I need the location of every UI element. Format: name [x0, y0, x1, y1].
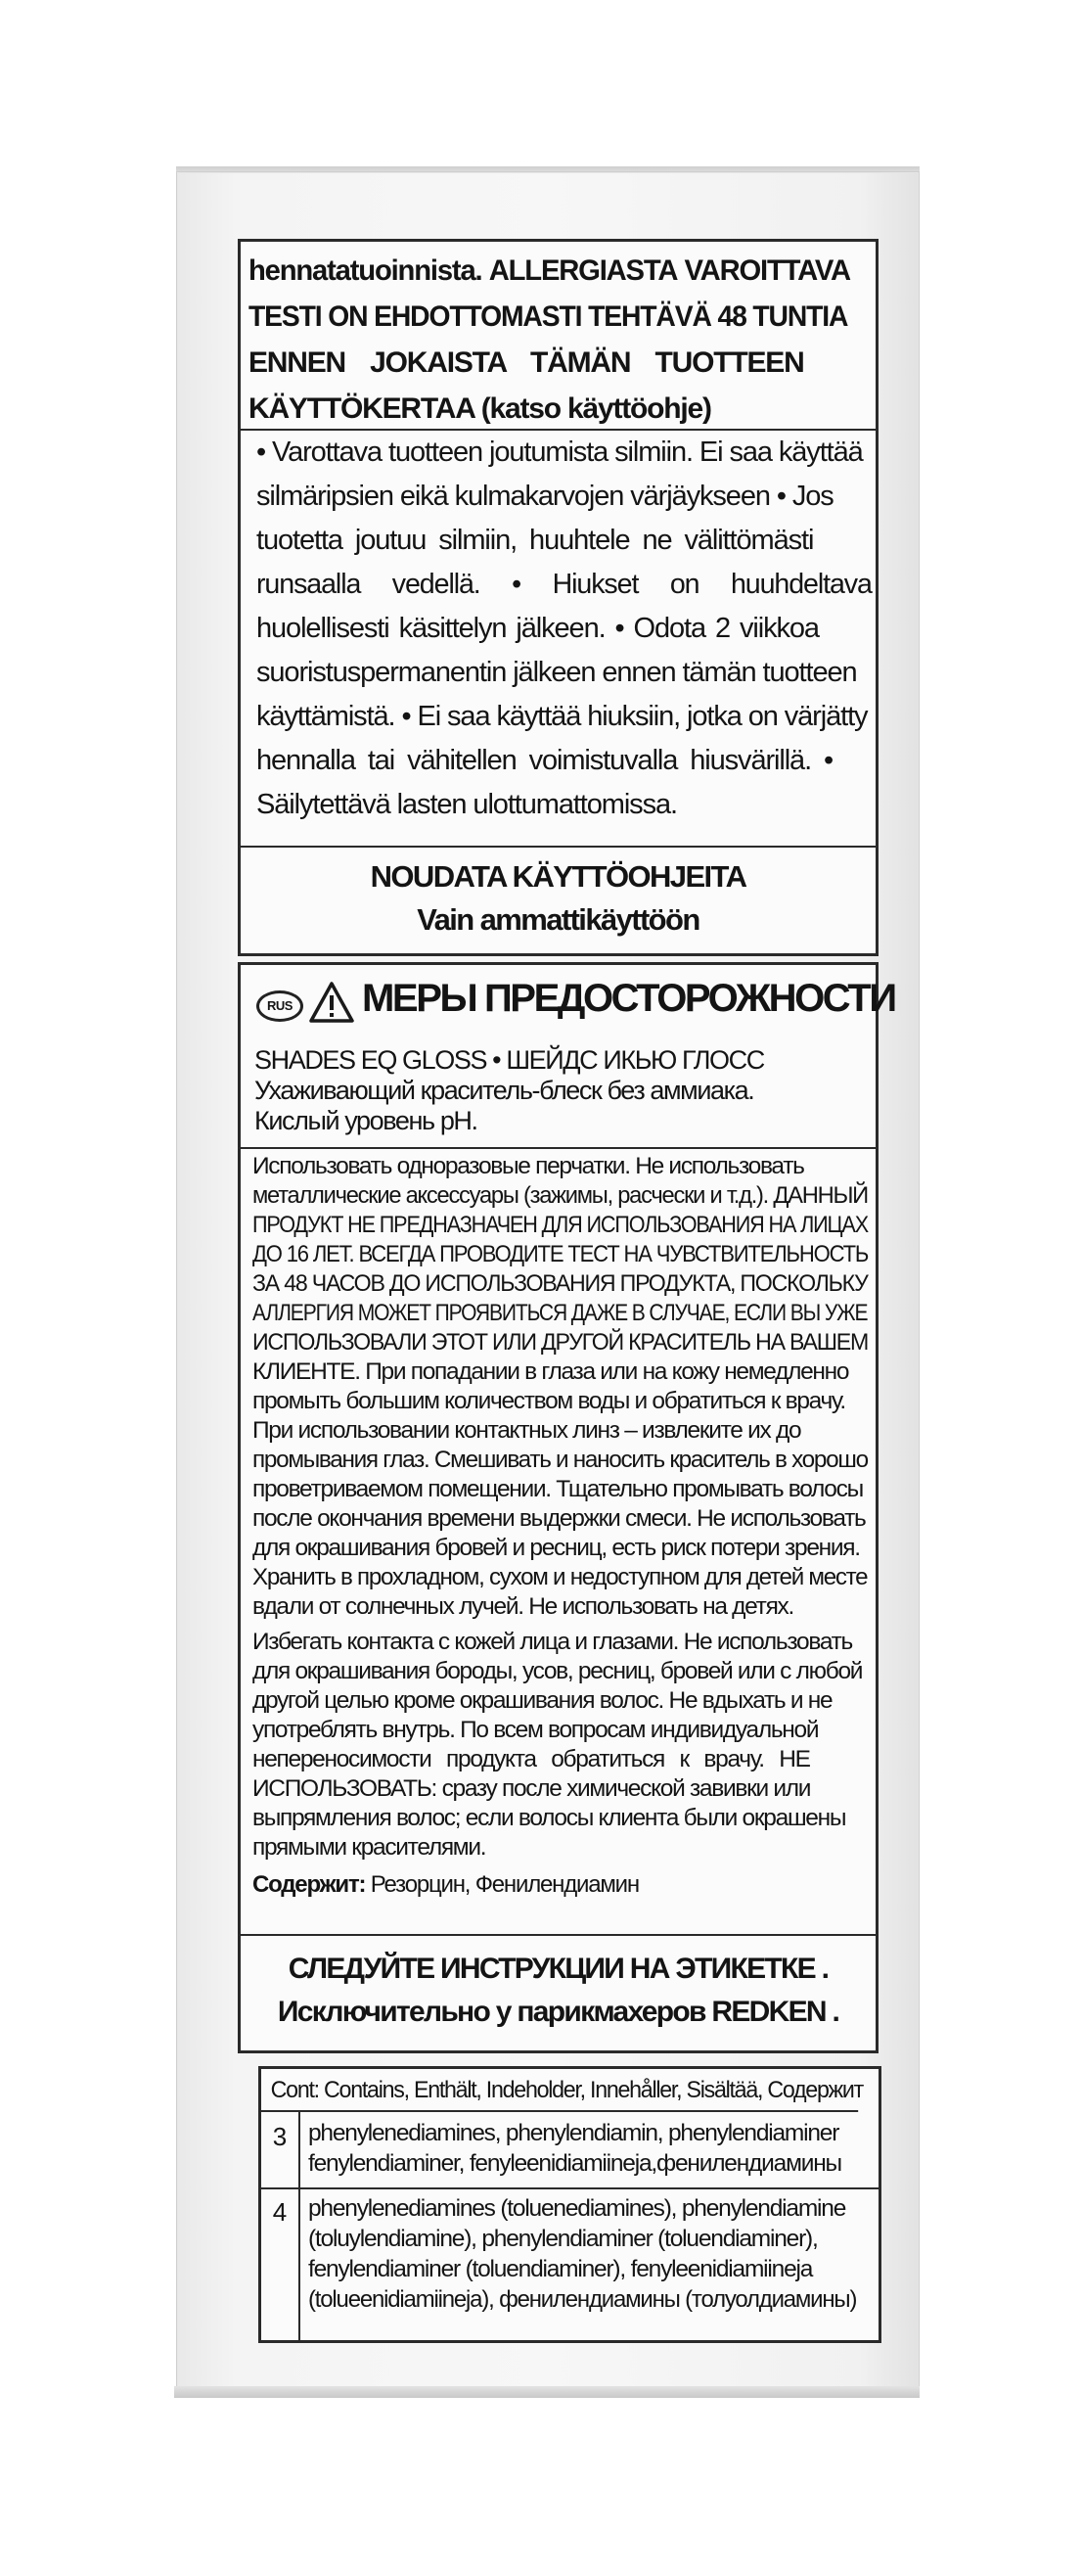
russian-body-line: Хранить в прохладном, сухом и недоступном для детей месте — [252, 1564, 868, 1590]
russian-usage-notice — [241, 1934, 876, 2051]
finnish-caps-line: KÄYTTÖKERTAA (katso käyttöohje) — [248, 392, 711, 425]
russian-body-line: прямыми красителями. — [252, 1834, 486, 1861]
russian-intro-line: Кислый уровень pH. — [254, 1106, 477, 1135]
finnish-body-line: hennalla tai vähitellen voimistuvalla hiusvärillä. • — [256, 745, 834, 776]
russian-notice-line-2: Исключительно у парикмахеров REDKEN . — [277, 1996, 839, 2028]
russian-body-line: непереносимости продукта обратиться к врачу. НЕ — [252, 1746, 810, 1772]
russian-body-line: проветриваемом помещении. Тщательно промывать волосы — [252, 1476, 863, 1502]
contents-line: fenylendiaminer, fenyleenidiamiineja,фенилендиамины — [308, 2150, 841, 2177]
finnish-caps-line: TESTI ON EHDOTTOMASTI TEHTÄVÄ 48 TUNTIA — [248, 300, 848, 333]
russian-body-line: ИСПОЛЬЗОВАЛИ ЭТОТ ИЛИ ДРУГОЙ КРАСИТЕЛЬ НА ВАШЕМ — [252, 1329, 869, 1356]
contents-row-text — [308, 2193, 876, 2315]
russian-body-line: Использовать одноразовые перчатки. Не использовать — [252, 1153, 804, 1179]
contents-table — [258, 2066, 881, 2343]
russian-intro-line: SHADES EQ GLOSS • ШЕЙДС ИКЬЮ ГЛОСС — [254, 1045, 764, 1075]
russian-title-row — [250, 977, 895, 1032]
contents-row-number: 4 — [261, 2187, 300, 2340]
finnish-body-line: silmäripsien eikä kulmakarvojen värjäykseen • Jos — [256, 481, 834, 512]
russian-body-line: после окончания времени выдержки смеси. Не использовать — [252, 1505, 866, 1532]
russian-precautions-text — [241, 1147, 876, 1932]
russian-body-line: промыть большим количеством воды и обратиться к врачу. — [252, 1388, 845, 1414]
contents-row — [261, 2187, 879, 2340]
russian-body-line: ДО 16 ЛЕТ. ВСЕГДА ПРОВОДИТЕ ТЕСТ НА ЧУВСТВИТЕЛЬНОСТЬ — [252, 1241, 869, 1267]
russian-body-line: вдали от солнечных лучей. Не использовать на детях. — [252, 1593, 794, 1620]
russian-body-line: Избегать контакта с кожей лица и глазами. Не использовать — [252, 1629, 852, 1655]
russian-body-line: другой целью кроме окрашивания волос. Не вдыхать и не — [252, 1687, 833, 1714]
russian-body-line: АЛЛЕРГИЯ МОЖЕТ ПРОЯВИТЬСЯ ДАЖЕ В СЛУЧАЕ, ЕСЛИ ВЫ УЖЕ — [252, 1300, 868, 1326]
russian-body-line: КЛИЕНТЕ. При попадании в глаза или на кожу немедленно — [252, 1358, 849, 1385]
russian-notice-line-1: СЛЕДУЙТЕ ИНСТРУКЦИИ НА ЭТИКЕТКЕ . — [288, 1953, 829, 1985]
russian-body-line: выпрямления волос; если волосы клиента были окрашены — [252, 1805, 846, 1831]
contents-line: phenylenediamines (toluenediamines), phenylendiamine — [308, 2195, 846, 2222]
russian-body-line: для окрашивания бороды, усов, ресниц, бровей или с любой — [252, 1658, 863, 1684]
finnish-body-line: tuotetta joutuu silmiin, huuhtele ne välittömästi — [256, 525, 814, 556]
contents-row-text — [308, 2118, 876, 2179]
finnish-body-line: suoristuspermanentin jälkeen ennen tämän tuotteen — [256, 657, 857, 688]
finnish-caps-line: ENNEN JOKAISTA TÄMÄN TUOTTEEN — [248, 346, 804, 379]
russian-body-line: При использовании контактных линз – извлеките их до — [252, 1417, 801, 1444]
warning-triangle-icon — [309, 981, 354, 1024]
russian-body-line: ЗА 48 ЧАСОВ ДО ИСПОЛЬЗОВАНИЯ ПРОДУКТА, ПОСКОЛЬКУ — [252, 1270, 868, 1297]
finnish-body-line: runsaalla vedellä. • Hiukset on huuhdeltava — [256, 569, 872, 600]
finnish-warning-panel — [238, 239, 879, 956]
russian-body-line: ИСПОЛЬЗОВАТЬ: сразу после химической завивки или — [252, 1775, 811, 1802]
finnish-notice-line-1: NOUDATA KÄYTTÖOHJEITA — [370, 859, 746, 894]
russian-intro-line: Ухаживающий краситель-блеск без аммиака. — [254, 1076, 754, 1105]
contents-line: (tolueenidiamiineja), фенилендиамины (толуолдиамины) — [308, 2286, 857, 2313]
rus-language-badge: RUS — [256, 990, 303, 1022]
russian-product-intro — [254, 1045, 861, 1136]
finnish-notice-line-2: Vain ammattikäyttöön — [417, 902, 699, 937]
carton-bottom-edge — [174, 2386, 920, 2398]
finnish-usage-notice — [241, 846, 876, 955]
contents-row-number: 3 — [261, 2112, 300, 2187]
russian-body-line: для окрашивания бровей и ресниц, есть риск потери зрения. — [252, 1535, 860, 1561]
contents-header: Cont: Contains, Enthält, Indeholder, Innehåller, Sisältää, Содержит — [261, 2069, 858, 2112]
finnish-body-line: käyttämistä. • Ei saa käyttää hiuksiin, jotka on värjätty — [256, 701, 868, 732]
contents-line: (toluylendiamine), phenylendiaminer (toluendiaminer), — [308, 2226, 818, 2252]
finnish-precautions-text — [241, 429, 876, 846]
finnish-body-line: • Varottava tuotteen joutumista silmiin. Ei saa käyttää — [256, 437, 863, 468]
russian-body-line: употреблять внутрь. По всем вопросам индивидуальной — [252, 1717, 819, 1743]
finnish-allergy-warning — [248, 248, 867, 432]
contents-line: phenylenediamines, phenylendiamin, phenylendiaminer — [308, 2120, 839, 2146]
russian-body-line: металлические аксессуары (зажимы, расчески и т.д.). ДАННЫЙ — [252, 1182, 868, 1209]
contains-label: Содержит: — [252, 1871, 366, 1898]
contents-line: fenylendiaminer (toluendiaminer), fenyleenidiamiineja — [308, 2256, 813, 2282]
finnish-caps-line: hennatatuoinnista. ALLERGIASTA VAROITTAVA — [248, 254, 850, 287]
russian-body-line: промывания глаз. Смешивать и наносить краситель в хорошо — [252, 1447, 868, 1473]
finnish-body-line: huolellisesti käsittelyn jälkeen. • Odota 2 viikkoa — [256, 613, 819, 644]
contains-value: Резорцин, Фенилендиамин — [365, 1871, 639, 1898]
russian-precautions-title: МЕРЫ ПРЕДОСТОРОЖНОСТИ — [362, 977, 895, 1020]
russian-body-line: ПРОДУКТ НЕ ПРЕДНАЗНАЧЕН ДЛЯ ИСПОЛЬЗОВАНИЯ НА ЛИЦАХ — [252, 1212, 868, 1238]
russian-warning-panel — [238, 962, 895, 2053]
russian-contains-line — [252, 1871, 639, 1899]
contents-row — [261, 2112, 879, 2189]
finnish-body-line: Säilytettävä lasten ulottumattomissa. — [256, 789, 677, 820]
